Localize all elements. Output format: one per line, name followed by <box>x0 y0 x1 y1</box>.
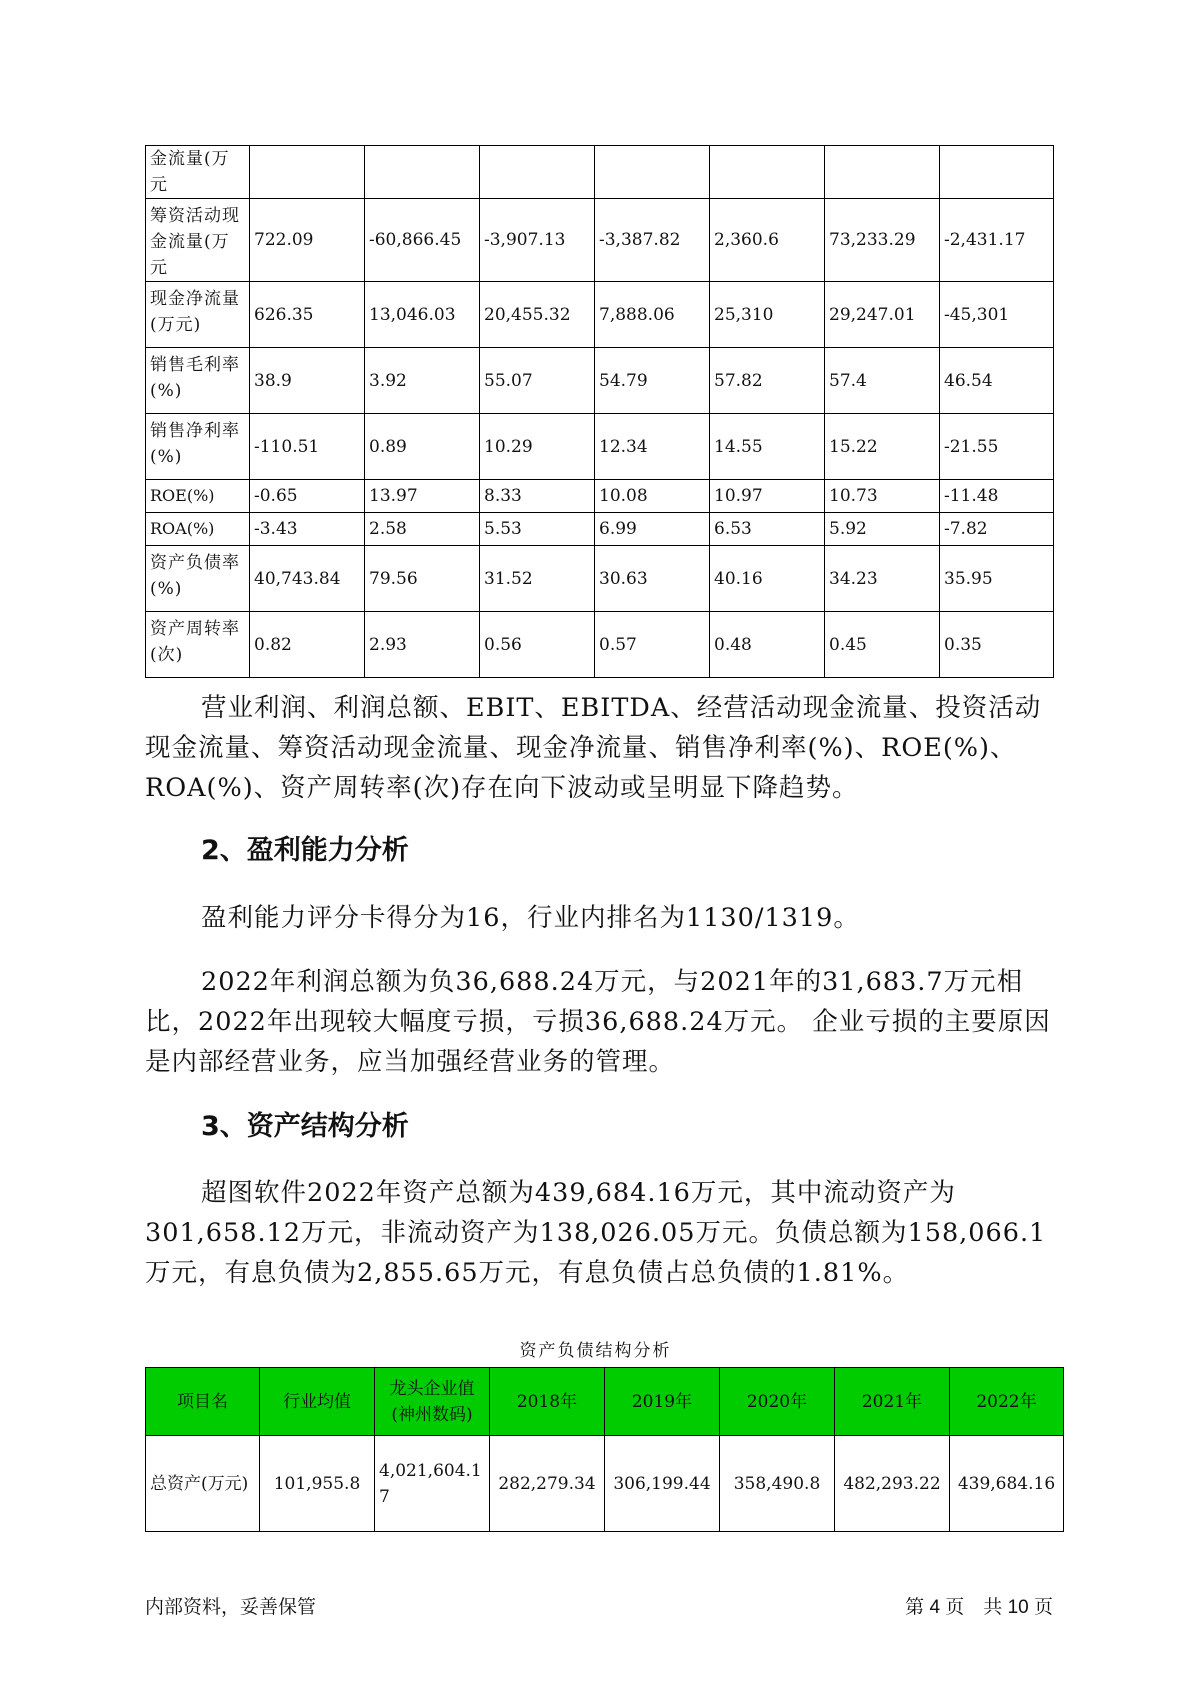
table-cell: 35.95 <box>940 546 1054 612</box>
table-header-row <box>146 1368 1064 1436</box>
table-row <box>146 513 1054 546</box>
table-cell <box>710 146 825 199</box>
table-cell: 439,684.16 <box>950 1436 1064 1532</box>
table-cell <box>940 146 1054 199</box>
column-header: 2019年 <box>605 1368 720 1436</box>
table-cell: 10.08 <box>595 480 710 513</box>
table-cell: 31.52 <box>480 546 595 612</box>
row-label: 销售净利率(%) <box>146 414 250 480</box>
section-heading-profitability: 2、盈利能力分析 <box>201 835 409 866</box>
table-cell: -0.65 <box>250 480 365 513</box>
table-cell: 20,455.32 <box>480 282 595 348</box>
row-label: 销售毛利率(%) <box>146 348 250 414</box>
table-cell: 30.63 <box>595 546 710 612</box>
table-cell: 38.9 <box>250 348 365 414</box>
table-cell: -3,387.82 <box>595 199 710 282</box>
row-label: 筹资活动现金流量(万元 <box>146 199 250 282</box>
table-cell: 0.35 <box>940 612 1054 678</box>
table-cell: 5.92 <box>825 513 940 546</box>
table-cell <box>825 146 940 199</box>
column-header: 龙头企业值(神州数码) <box>375 1368 490 1436</box>
table-cell: -60,866.45 <box>365 199 480 282</box>
column-header: 项目名 <box>146 1368 260 1436</box>
footer-confidential-note: 内部资料，妥善保管 <box>145 1597 317 1618</box>
table-cell: 0.56 <box>480 612 595 678</box>
table-cell: 358,490.8 <box>720 1436 835 1532</box>
table-cell: 10.73 <box>825 480 940 513</box>
table-cell <box>250 146 365 199</box>
row-label: ROE(%) <box>146 480 250 513</box>
column-header: 行业均值 <box>260 1368 375 1436</box>
table-cell: -110.51 <box>250 414 365 480</box>
profit-paragraph: 2022年利润总额为负36,688.24万元，与2021年的31,683.7万元相比，2022年出现较大幅度亏损，亏损36,688.24万元。 企业亏损的主要原因是内部经营业务，应当加强经营业务的管理。 <box>145 967 1051 1077</box>
trend-paragraph: 营业利润、利润总额、EBIT、EBITDA、经营活动现金流量、投资活动现金流量、筹资活动现金流量、现金净流量、销售净利率(%)、ROE(%)、ROA(%)、资产周转率(次)存在向下波动或呈明显下降趋势。 <box>145 693 1042 803</box>
table-row <box>146 282 1054 348</box>
row-label: 金流量(万元 <box>146 146 250 199</box>
table-cell: -45,301 <box>940 282 1054 348</box>
column-header: 2021年 <box>835 1368 950 1436</box>
table-cell: -2,431.17 <box>940 199 1054 282</box>
table-cell: 0.57 <box>595 612 710 678</box>
table-cell: 306,199.44 <box>605 1436 720 1532</box>
table-cell: 101,955.8 <box>260 1436 375 1532</box>
table-cell: 6.53 <box>710 513 825 546</box>
table-cell: 0.82 <box>250 612 365 678</box>
table-cell: 282,279.34 <box>490 1436 605 1532</box>
table-cell: 46.54 <box>940 348 1054 414</box>
row-label: 现金净流量(万元) <box>146 282 250 348</box>
table-cell: 4,021,604.17 <box>375 1436 490 1532</box>
table-cell: 10.29 <box>480 414 595 480</box>
table-cell: 2.58 <box>365 513 480 546</box>
table-row <box>146 546 1054 612</box>
table-row <box>146 146 1054 199</box>
table-cell: 10.97 <box>710 480 825 513</box>
table-cell: 2,360.6 <box>710 199 825 282</box>
table-caption: 资产负债结构分析 <box>519 1341 672 1361</box>
column-header: 2022年 <box>950 1368 1064 1436</box>
table-cell: 25,310 <box>710 282 825 348</box>
asset-liability-table <box>145 1367 1064 1532</box>
table-cell: 57.82 <box>710 348 825 414</box>
table-cell: -21.55 <box>940 414 1054 480</box>
table-cell: 8.33 <box>480 480 595 513</box>
table-cell: -3,907.13 <box>480 199 595 282</box>
table-cell <box>480 146 595 199</box>
table-cell: 15.22 <box>825 414 940 480</box>
table-cell: 7,888.06 <box>595 282 710 348</box>
table-cell: 626.35 <box>250 282 365 348</box>
table-cell: 0.48 <box>710 612 825 678</box>
table-cell: -11.48 <box>940 480 1054 513</box>
table-cell: -7.82 <box>940 513 1054 546</box>
table-cell: 2.93 <box>365 612 480 678</box>
table-cell: 40,743.84 <box>250 546 365 612</box>
column-header: 2018年 <box>490 1368 605 1436</box>
table-cell: 34.23 <box>825 546 940 612</box>
column-header: 2020年 <box>720 1368 835 1436</box>
table-row <box>146 612 1054 678</box>
table-cell: 12.34 <box>595 414 710 480</box>
profitability-score-paragraph: 盈利能力评分卡得分为16，行业内排名为1130/1319。 <box>201 903 860 933</box>
table-cell: 55.07 <box>480 348 595 414</box>
table-cell: 79.56 <box>365 546 480 612</box>
table-cell: 29,247.01 <box>825 282 940 348</box>
table-row <box>146 199 1054 282</box>
row-label: 总资产(万元) <box>146 1436 260 1532</box>
table-cell: 14.55 <box>710 414 825 480</box>
table-cell: 722.09 <box>250 199 365 282</box>
table-row <box>146 414 1054 480</box>
table-cell: 3.92 <box>365 348 480 414</box>
table-cell: 54.79 <box>595 348 710 414</box>
row-label: ROA(%) <box>146 513 250 546</box>
table-row <box>146 1436 1064 1532</box>
table-cell: 482,293.22 <box>835 1436 950 1532</box>
row-label: 资产周转率(次) <box>146 612 250 678</box>
table-cell: 6.99 <box>595 513 710 546</box>
table-cell <box>365 146 480 199</box>
table-cell: 13,046.03 <box>365 282 480 348</box>
table-cell: 57.4 <box>825 348 940 414</box>
table-cell: 40.16 <box>710 546 825 612</box>
financial-indicators-table <box>145 145 1054 678</box>
table-cell: 0.45 <box>825 612 940 678</box>
row-label: 资产负债率(%) <box>146 546 250 612</box>
table-row <box>146 348 1054 414</box>
table-cell: 73,233.29 <box>825 199 940 282</box>
table-cell: 5.53 <box>480 513 595 546</box>
table-cell: -3.43 <box>250 513 365 546</box>
table-row <box>146 480 1054 513</box>
section-heading-asset-structure: 3、资产结构分析 <box>201 1111 409 1142</box>
table-cell <box>595 146 710 199</box>
table-cell: 0.89 <box>365 414 480 480</box>
table-cell: 13.97 <box>365 480 480 513</box>
asset-structure-paragraph: 超图软件2022年资产总额为439,684.16万元，其中流动资产为301,658.12万元，非流动资产为138,026.05万元。负债总额为158,066.1万元，有息负债为2,855.65万元，有息负债占总负债的1.81%。 <box>145 1178 1047 1288</box>
footer-page-number: 第 4 页 共 10 页 <box>905 1597 1053 1618</box>
